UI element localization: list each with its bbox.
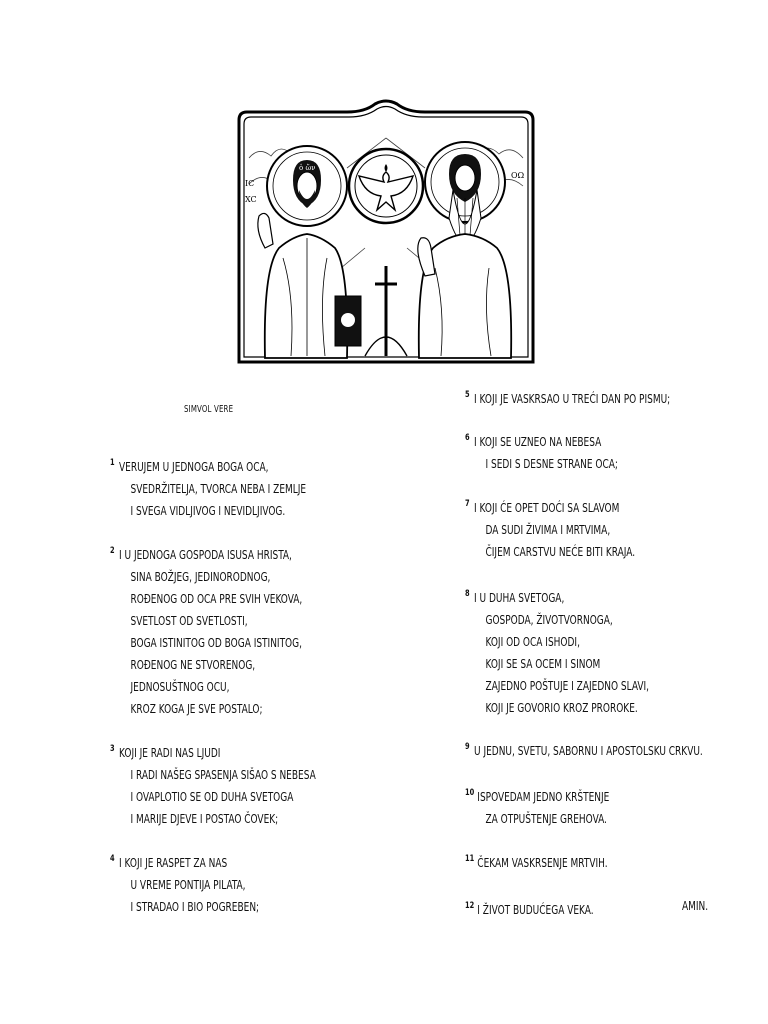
- verse-line: I SVEGA VIDLJIVOG I NEVIDLJIVOG.: [130, 504, 286, 518]
- verse-line: SINA BOŽJEG, JEDINORODNOG,: [130, 570, 271, 584]
- verse-number: 12: [465, 901, 475, 911]
- verse-line: ROĐENOG NE STVORENOG,: [130, 658, 256, 672]
- verse-line: I KOJI SE UZNEO NA NEBESA: [474, 435, 602, 449]
- verse-line: ROĐENOG OD OCA PRE SVIH VEKOVA,: [130, 592, 303, 606]
- verse-10: [465, 786, 609, 830]
- verse-line: ISPOVEDAM JEDNO KRŠTENJE: [477, 790, 610, 804]
- verse-number: 6: [465, 433, 470, 443]
- holy-trinity-icon: [235, 98, 537, 366]
- verse-8: [465, 587, 649, 719]
- verse-line: I RADI NAŠEG SPASENJA SIŠAO S NEBESA: [130, 768, 316, 782]
- verse-line: I U DUHA SVETOGA,: [474, 591, 565, 605]
- verse-line: DA SUDI ŽIVIMA I MRTVIMA,: [485, 523, 611, 537]
- verse-5: [465, 388, 670, 410]
- verse-line: I U JEDNOGA GOSPODA ISUSA HRISTA,: [119, 548, 292, 562]
- verse-line: I OVAPLOTIO SE OD DUHA SVETOGA: [130, 790, 294, 804]
- verse-line: KOJI OD OCA ISHODI,: [485, 635, 580, 649]
- verse-number: 1: [110, 458, 115, 468]
- verse-line: I KOJI ĆE OPET DOĆI SA SLAVOM: [474, 501, 620, 515]
- verse-number: 10: [465, 788, 475, 798]
- verse-line: U VREME PONTIJA PILATA,: [130, 878, 246, 892]
- verse-number: 8: [465, 589, 470, 599]
- verse-line: ZA OTPUŠTENJE GREHOVA.: [485, 812, 607, 826]
- document-title: SIMVOL VERE: [184, 404, 234, 415]
- verse-11: [465, 852, 608, 874]
- verse-line: I STRADAO I BIO POGREBEN;: [130, 900, 260, 914]
- verse-line: KOJI SE SA OCEM I SINOM: [485, 657, 601, 671]
- verse-line: JEDNOSUŠTNOG OCU,: [130, 680, 230, 694]
- verse-number: 9: [465, 742, 470, 752]
- verse-number: 3: [110, 744, 115, 754]
- verse-number: 2: [110, 546, 115, 556]
- verse-line: SVEDRŽITELJA, TVORCA NEBA I ZEMLJE: [130, 482, 307, 496]
- svg-text:ΟΩ: ΟΩ: [511, 171, 525, 180]
- verse-line: ČIJEM CARSTVU NEĆE BITI KRAJA.: [485, 545, 636, 559]
- verse-2: [110, 544, 302, 720]
- verse-4: [110, 852, 259, 918]
- verse-number: 5: [465, 390, 470, 400]
- verse-line: I ŽIVOT BUDUĆEGA VEKA.: [477, 903, 594, 917]
- verse-line: VERUJEM U JEDNOGA BOGA OCA,: [119, 460, 269, 474]
- verse-1: [110, 456, 306, 522]
- verse-line: SVETLOST OD SVETLOSTI,: [130, 614, 248, 628]
- verse-line: ČEKAM VASKRSENJE MRTVIH.: [477, 856, 608, 870]
- verse-line: GOSPODA, ŽIVOTVORNOGA,: [485, 613, 613, 627]
- verse-line: U JEDNU, SVETU, SABORNU I APOSTOLSKU CRKVU.: [474, 744, 703, 758]
- verse-line: KROZ KOGA JE SVE POSTALO;: [130, 702, 263, 716]
- verse-12: [465, 899, 594, 921]
- svg-text:IC: IC: [245, 179, 255, 188]
- verse-number: 4: [110, 854, 115, 864]
- verse-6: [465, 431, 618, 475]
- verse-9: [465, 740, 703, 762]
- svg-text:ὁ ὤν: ὁ ὤν: [299, 164, 316, 172]
- verse-line: I SEDI S DESNE STRANE OCA;: [485, 457, 618, 471]
- verse-line: I MARIJE DJEVE I POSTAO ČOVEK;: [130, 812, 279, 826]
- verse-3: [110, 742, 316, 830]
- amin-text: AMIN.: [682, 899, 709, 913]
- verse-number: 11: [465, 854, 475, 864]
- verse-line: KOJI JE RADI NAS LJUDI: [119, 746, 221, 760]
- verse-line: BOGA ISTINITOG OD BOGA ISTINITOG,: [130, 636, 302, 650]
- verse-number: 7: [465, 499, 470, 509]
- verse-7: [465, 497, 635, 563]
- svg-text:XC: XC: [245, 195, 257, 204]
- verse-line: I KOJI JE VASKRSAO U TREĆI DAN PO PISMU;: [474, 392, 671, 406]
- verse-line: I KOJI JE RASPET ZA NAS: [119, 856, 228, 870]
- verse-line: KOJI JE GOVORIO KROZ PROROKE.: [485, 701, 638, 715]
- verse-line: ZAJEDNO POŠTUJE I ZAJEDNO SLAVI,: [485, 679, 650, 693]
